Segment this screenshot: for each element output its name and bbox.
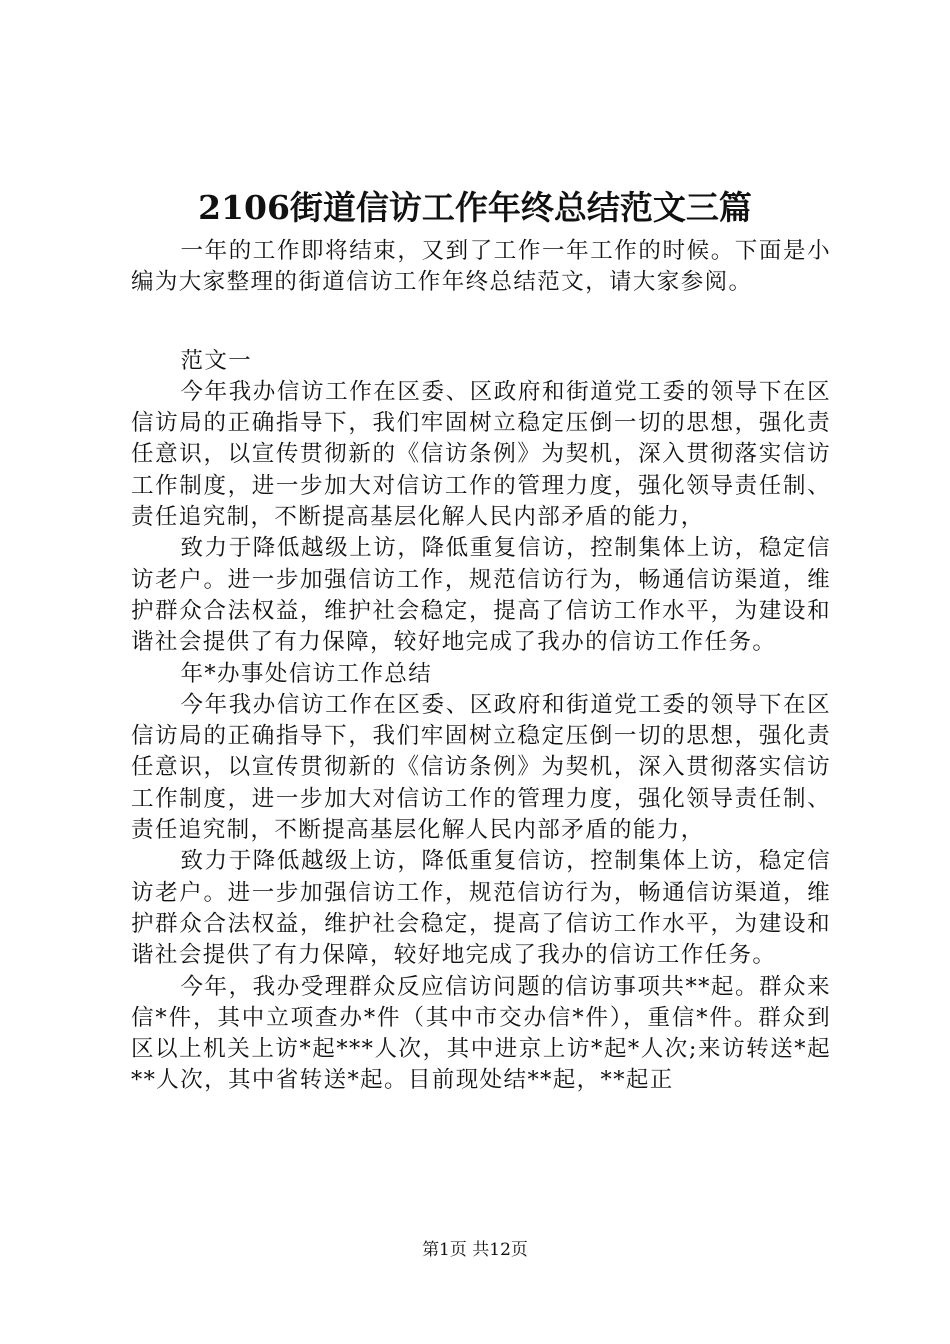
body-paragraph-1: 今年我办信访工作在区委、区政府和街道党工委的领导下在区信访局的正确指导下，我们牢固树立稳定压倒一切的思想，强化责任意识，以宣传贯彻新的《信访条例》为契机，深入贯彻落实信访工作制度，进一步加大对信访工作的管理力度，强化领导责任制、责任追究制，不断提高基层化解人民内部矛盾的能力， xyxy=(131,378,831,531)
body-paragraph-3: 今年我办信访工作在区委、区政府和街道党工委的领导下在区信访局的正确指导下，我们牢固树立稳定压倒一切的思想，强化责任意识，以宣传贯彻新的《信访条例》为契机，深入贯彻落实信访工作制度，进一步加大对信访工作的管理力度，强化领导责任制、责任追究制，不断提高基层化解人民内部矛盾的能力， xyxy=(131,691,831,844)
section-heading-2: 年*办事处信访工作总结 xyxy=(180,660,433,687)
section-heading-1: 范文一 xyxy=(180,347,253,374)
document-body xyxy=(131,236,831,1097)
body-paragraph-2: 致力于降低越级上访，降低重复信访，控制集体上访，稳定信访老户。进一步加强信访工作，规范信访行为，畅通信访渠道，维护群众合法权益，维护社会稳定，提高了信访工作水平，为建设和谐社会提供了有力保障，较好地完成了我办的信访工作任务。 xyxy=(131,535,831,656)
body-paragraph-5: 今年，我办受理群众反应信访问题的信访事项共**起。群众来信*件，其中立项查办*件（其中市交办信*件），重信*件。群众到区以上机关上访*起***人次，其中进京上访*起*人次;来访转送*起**人次，其中省转送*起。目前现处结**起，**起正 xyxy=(131,973,831,1094)
document-title: 2106街道信访工作年终总结范文三篇 xyxy=(198,188,752,227)
paragraph-spacer xyxy=(131,299,831,346)
page-indicator: 第1页 共12页 xyxy=(422,1240,528,1260)
intro-paragraph: 一年的工作即将结束，又到了工作一年工作的时候。下面是小编为大家整理的街道信访工作年终总结范文，请大家参阅。 xyxy=(131,238,831,296)
body-paragraph-4: 致力于降低越级上访，降低重复信访，控制集体上访，稳定信访老户。进一步加强信访工作，规范信访行为，畅通信访渠道，维护群众合法权益，维护社会稳定，提高了信访工作水平，为建设和谐社会提供了有力保障，较好地完成了我办的信访工作任务。 xyxy=(131,848,831,969)
